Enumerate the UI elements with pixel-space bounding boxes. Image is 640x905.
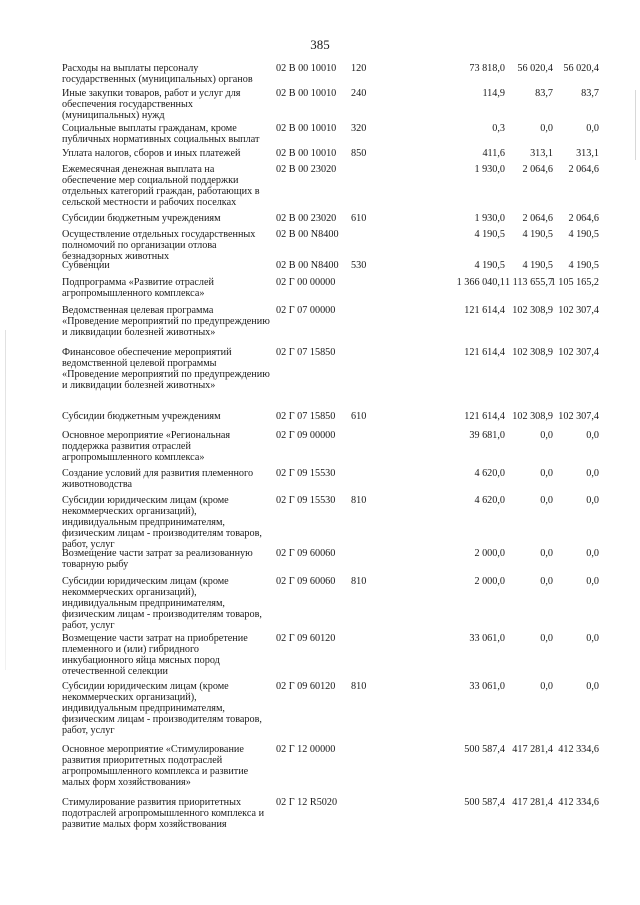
row-code: 02 Г 09 00000 xyxy=(276,430,336,441)
row-sum-1: 0,3 xyxy=(492,123,505,134)
row-name: Субсидии юридическим лицам (кроме некоммерческих организаций), индивидуальным предпринимателям, физическим лицам - производителям товаров, работ, услуг xyxy=(62,576,262,631)
row-vr: 240 xyxy=(351,88,367,99)
row-sum-1: 121 614,4 xyxy=(464,411,505,422)
row-name: Субсидии юридическим лицам (кроме некоммерческих организаций), индивидуальным предпринимателям, физическим лицам - производителям товаров, работ, услуг xyxy=(62,495,262,550)
row-code: 02 Г 07 00000 xyxy=(276,305,336,316)
row-name: Осуществление отдельных государственных полномочий по организации отлова безнадзорных животных xyxy=(62,229,256,262)
row-code: 02 Г 00 00000 xyxy=(276,277,336,288)
row-sum-1: 73 818,0 xyxy=(469,63,505,74)
row-sum-3: 313,1 xyxy=(576,148,599,159)
row-sum-2: 4 190,5 xyxy=(522,229,553,240)
row-sum-3: 0,0 xyxy=(586,633,599,644)
row-name: Создание условий для развития племенного животноводства xyxy=(62,468,254,490)
row-sum-3: 0,0 xyxy=(586,495,599,506)
row-sum-1: 33 061,0 xyxy=(469,633,505,644)
row-name: Подпрограмма «Развитие отраслей агропромышленного комплекса» xyxy=(62,277,214,299)
row-name: Субсидии бюджетным учреждениям xyxy=(62,411,221,422)
row-name: Стимулирование развития приоритетных подотраслей агропромышленного комплекса и развитие малых форм хозяйствования xyxy=(62,797,265,830)
row-name: Ведомственная целевая программа «Проведение мероприятий по предупреждению и ликвидации болезней животных» xyxy=(62,305,270,338)
row-vr: 810 xyxy=(351,576,367,587)
row-sum-1: 114,9 xyxy=(482,88,505,99)
row-code: 02 Г 12 00000 xyxy=(276,744,336,755)
row-sum-1: 2 000,0 xyxy=(474,548,505,559)
row-name: Субсидии юридическим лицам (кроме некоммерческих организаций), индивидуальным предпринимателям, физическим лицам - производителям товаров, работ, услуг xyxy=(62,681,262,736)
row-sum-3: 0,0 xyxy=(586,123,599,134)
row-sum-3: 0,0 xyxy=(586,468,599,479)
row-sum-2: 0,0 xyxy=(540,495,553,506)
row-sum-1: 33 061,0 xyxy=(469,681,505,692)
row-code: 02 В 00 N8400 xyxy=(276,260,339,271)
row-code: 02 Г 07 15850 xyxy=(276,411,336,422)
row-sum-2: 0,0 xyxy=(540,430,553,441)
row-name: Возмещение части затрат за реализованную товарную рыбу xyxy=(62,548,253,570)
page-number: 385 xyxy=(310,37,330,52)
row-sum-2: 0,0 xyxy=(540,468,553,479)
row-sum-2: 2 064,6 xyxy=(522,164,553,175)
row-vr: 530 xyxy=(351,260,367,271)
row-code: 02 Г 12 R5020 xyxy=(276,797,338,808)
row-code: 02 Г 09 60060 xyxy=(276,548,336,559)
row-sum-1: 500 587,4 xyxy=(464,797,505,808)
row-sum-3: 102 307,4 xyxy=(558,305,599,316)
row-name: Возмещение части затрат на приобретение племенного и (или) гибридного инкубационного яйца мясных пород отечественной селекции xyxy=(62,633,248,677)
row-sum-3: 1 105 165,2 xyxy=(550,277,599,288)
row-code: 02 Г 09 60120 xyxy=(276,681,336,692)
row-code: 02 В 00 23020 xyxy=(276,213,337,224)
row-sum-3: 4 190,5 xyxy=(568,260,599,271)
row-name: Иные закупки товаров, работ и услуг для обеспечения государственных (муниципальных) нужд xyxy=(62,88,241,121)
row-sum-2: 4 190,5 xyxy=(522,260,553,271)
row-sum-3: 4 190,5 xyxy=(568,229,599,240)
row-sum-3: 412 334,6 xyxy=(558,744,599,755)
row-name: Финансовое обеспечение мероприятий ведомственной целевой программы «Проведение мероприятий по предупреждению и ликвидации болезней животных» xyxy=(62,347,270,391)
row-sum-3: 83,7 xyxy=(581,88,599,99)
row-sum-1: 4 620,0 xyxy=(474,468,505,479)
row-name: Основное мероприятие «Региональная поддержка развития отраслей агропромышленного комплекса» xyxy=(62,430,231,463)
row-vr: 320 xyxy=(351,123,367,134)
row-sum-2: 417 281,4 xyxy=(512,744,553,755)
row-sum-2: 1 113 655,7 xyxy=(504,277,553,288)
row-name: Социальные выплаты гражданам, кроме публичных нормативных социальных выплат xyxy=(62,123,260,145)
row-name: Основное мероприятие «Стимулирование развития приоритетных подотраслей агропромышленного комплекса и развитие малых форм хозяйствования» xyxy=(62,744,249,788)
row-vr: 610 xyxy=(351,411,367,422)
row-sum-1: 4 190,5 xyxy=(474,260,505,271)
row-sum-2: 0,0 xyxy=(540,633,553,644)
row-sum-1: 1 930,0 xyxy=(474,164,505,175)
row-code: 02 В 00 10010 xyxy=(276,123,337,134)
row-sum-3: 2 064,6 xyxy=(568,164,599,175)
row-sum-1: 4 620,0 xyxy=(474,495,505,506)
row-vr: 810 xyxy=(351,495,367,506)
row-vr: 850 xyxy=(351,148,367,159)
row-code: 02 Г 09 15530 xyxy=(276,495,336,506)
row-sum-3: 0,0 xyxy=(586,430,599,441)
row-sum-3: 0,0 xyxy=(586,576,599,587)
scan-artifact-left xyxy=(5,330,6,670)
row-sum-2: 56 020,4 xyxy=(517,63,553,74)
row-code: 02 В 00 10010 xyxy=(276,63,337,74)
row-sum-1: 121 614,4 xyxy=(464,347,505,358)
row-name: Ежемесячная денежная выплата на обеспечение мер социальной поддержки отдельных категорий граждан, работающих в сельской местности и рабочих поселках xyxy=(62,164,260,208)
row-sum-3: 412 334,6 xyxy=(558,797,599,808)
row-sum-1: 2 000,0 xyxy=(474,576,505,587)
row-vr: 610 xyxy=(351,213,367,224)
row-sum-2: 102 308,9 xyxy=(512,347,553,358)
row-name: Субвенции xyxy=(62,260,110,271)
row-sum-2: 102 308,9 xyxy=(512,305,553,316)
row-code: 02 Г 07 15850 xyxy=(276,347,336,358)
row-sum-2: 83,7 xyxy=(535,88,553,99)
row-sum-2: 313,1 xyxy=(530,148,553,159)
row-code: 02 В 00 N8400 xyxy=(276,229,339,240)
row-sum-2: 0,0 xyxy=(540,123,553,134)
row-sum-1: 39 681,0 xyxy=(469,430,505,441)
row-sum-1: 121 614,4 xyxy=(464,305,505,316)
row-sum-3: 102 307,4 xyxy=(558,347,599,358)
row-code: 02 Г 09 60060 xyxy=(276,576,336,587)
row-sum-1: 1 366 040,1 xyxy=(456,277,505,288)
row-sum-3: 0,0 xyxy=(586,681,599,692)
row-sum-3: 0,0 xyxy=(586,548,599,559)
row-sum-1: 411,6 xyxy=(482,148,505,159)
row-vr: 810 xyxy=(351,681,367,692)
row-code: 02 В 00 23020 xyxy=(276,164,337,175)
row-sum-2: 102 308,9 xyxy=(512,411,553,422)
row-sum-3: 102 307,4 xyxy=(558,411,599,422)
row-vr: 120 xyxy=(351,63,367,74)
row-sum-1: 1 930,0 xyxy=(474,213,505,224)
row-sum-2: 0,0 xyxy=(540,548,553,559)
row-sum-1: 500 587,4 xyxy=(464,744,505,755)
row-code: 02 Г 09 15530 xyxy=(276,468,336,479)
row-name: Субсидии бюджетным учреждениям xyxy=(62,213,221,224)
row-sum-3: 2 064,6 xyxy=(568,213,599,224)
row-code: 02 В 00 10010 xyxy=(276,88,337,99)
row-sum-2: 0,0 xyxy=(540,681,553,692)
row-sum-3: 56 020,4 xyxy=(563,63,599,74)
row-code: 02 В 00 10010 xyxy=(276,148,337,159)
row-name: Расходы на выплаты персоналу государственных (муниципальных) органов xyxy=(62,63,253,85)
row-code: 02 Г 09 60120 xyxy=(276,633,336,644)
scan-artifact-right xyxy=(635,90,636,160)
row-name: Уплата налогов, сборов и иных платежей xyxy=(62,148,241,159)
row-sum-1: 4 190,5 xyxy=(474,229,505,240)
row-sum-2: 417 281,4 xyxy=(512,797,553,808)
row-sum-2: 2 064,6 xyxy=(522,213,553,224)
row-sum-2: 0,0 xyxy=(540,576,553,587)
